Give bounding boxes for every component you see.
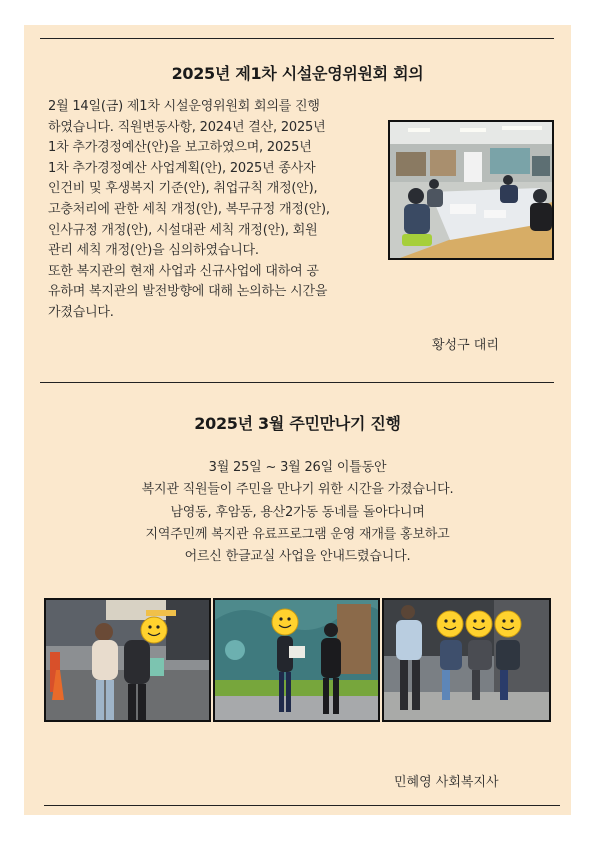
section2-line: 어르신 한글교실 사업을 안내드렸습니다. bbox=[184, 549, 411, 565]
section1-line: 하였습니다. 직원변동사항, 2024년 결산, 2025년 bbox=[48, 119, 326, 135]
smiley-icon bbox=[495, 611, 521, 637]
section1-author: 황성구 대리 bbox=[432, 338, 499, 353]
section1-title: 2025년 제1차 시설운영위원회 회의 bbox=[171, 64, 424, 83]
section1-line: 인건비 및 후생복지 기준(안), 취업규칙 개정(안), bbox=[48, 181, 318, 197]
section1-line: 또한 복지관의 현재 사업과 신규사업에 대하여 공 bbox=[48, 263, 319, 279]
section1-line: 고충처리에 관한 세칙 개정(안), 복무규정 개정(안), bbox=[48, 201, 330, 217]
section2-body bbox=[24, 457, 571, 568]
smiley-icon bbox=[437, 611, 463, 637]
newsletter-panel bbox=[24, 25, 571, 815]
section2-author: 민혜영 사회복지사 bbox=[394, 775, 499, 790]
meeting-room-photo bbox=[388, 120, 554, 260]
section1-line: 2월 14일(금) 제1차 시설운영위원회 회의를 진행 bbox=[48, 99, 320, 114]
section1-line: 유하며 복지관의 발전방향에 대해 논의하는 시간을 bbox=[48, 284, 328, 300]
section1-line: 1차 추가경정예산 사업계획(안), 2025년 종사자 bbox=[48, 160, 316, 176]
top-divider bbox=[40, 38, 554, 39]
section1-line: 1차 추가경정예산(안)을 보고하였으며, 2025년 bbox=[48, 140, 312, 156]
section2-line: 복지관 직원들이 주민을 만나기 위한 시간을 가졌습니다. bbox=[141, 482, 454, 498]
seniors-outreach-photo bbox=[382, 598, 551, 722]
section1-line: 관리 세칙 개정(안)을 심의하였습니다. bbox=[48, 243, 259, 259]
smiley-icon bbox=[466, 611, 492, 637]
section2-line: 남영동, 후암동, 용산2가동 동네를 돌아다니며 bbox=[170, 504, 425, 520]
section1-body bbox=[48, 97, 388, 324]
section2-line: 지역주민께 복지관 유료프로그램 운영 재개를 홍보하고 bbox=[145, 526, 450, 542]
section1-line: 가졌습니다. bbox=[48, 304, 114, 320]
smiley-icon bbox=[272, 609, 298, 635]
section1-line: 인사규정 개정(안), 시설대관 세칙 개정(안), 회원 bbox=[48, 222, 318, 238]
street-outreach-photo bbox=[44, 598, 211, 722]
mural-outreach-photo bbox=[213, 598, 380, 722]
section2-line: 3월 25일 ~ 3월 26일 이틀동안 bbox=[208, 460, 387, 475]
middle-divider bbox=[40, 382, 554, 383]
smiley-icon bbox=[141, 617, 167, 643]
section2-title: 2025년 3월 주민만나기 진행 bbox=[194, 414, 401, 433]
bottom-divider bbox=[44, 805, 560, 806]
